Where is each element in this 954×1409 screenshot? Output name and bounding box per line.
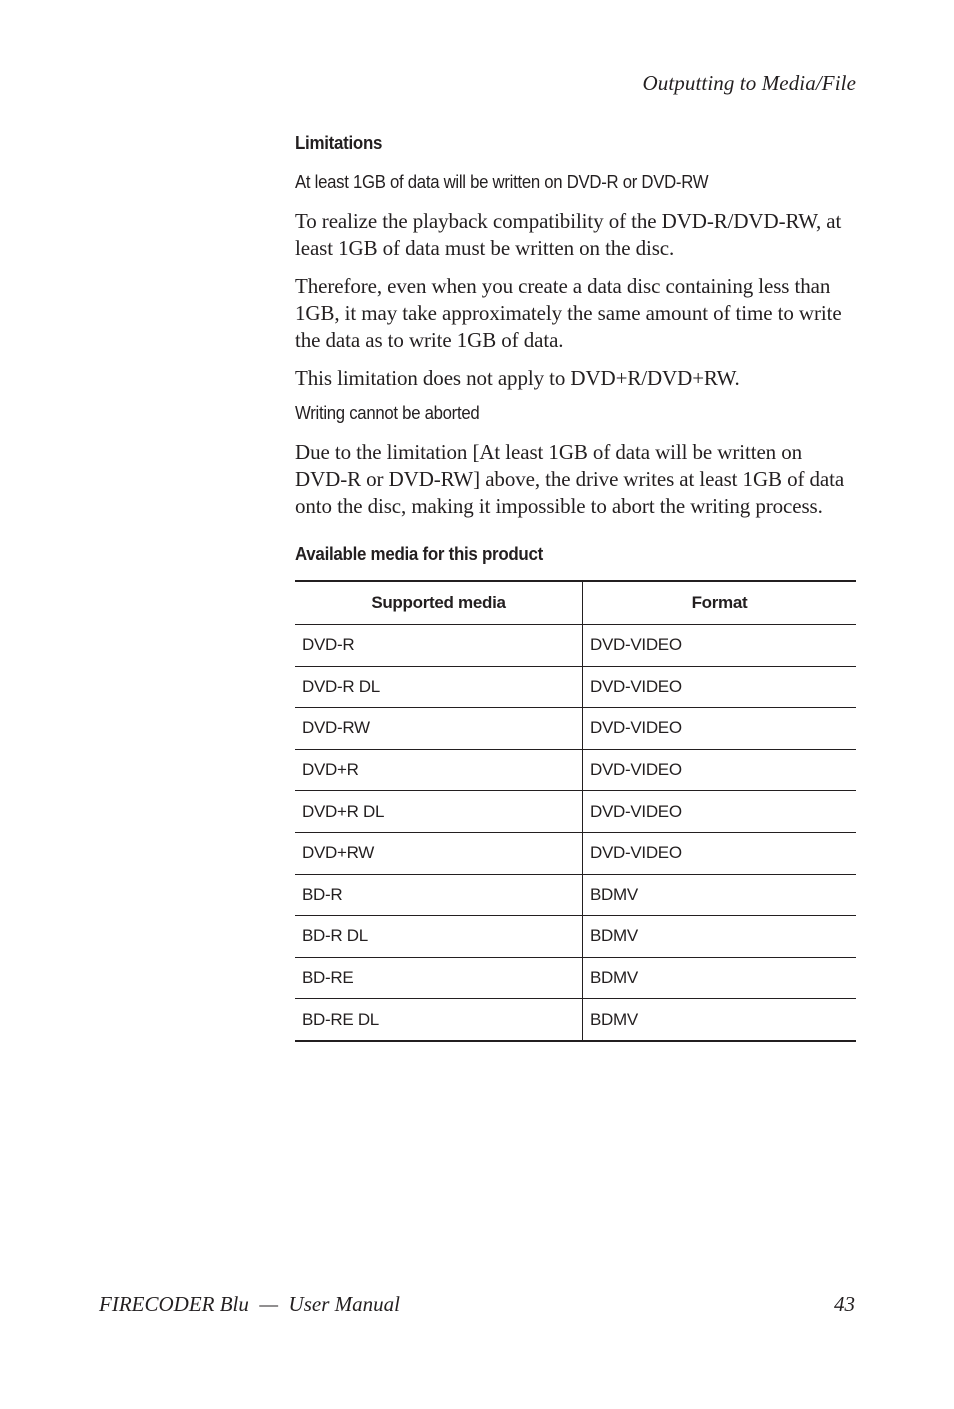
format-cell: BDMV xyxy=(583,916,857,958)
table-row xyxy=(295,957,856,999)
running-head: Outputting to Media/File xyxy=(642,71,856,95)
media-cell: BD-RE DL xyxy=(295,999,583,1041)
table-row xyxy=(295,874,856,916)
table-header-row xyxy=(295,581,856,625)
format-cell: DVD-VIDEO xyxy=(583,666,857,708)
media-cell: DVD-RW xyxy=(295,708,583,750)
media-cell: BD-RE xyxy=(295,957,583,999)
footer-manual-title: FIRECODER Blu — User Manual xyxy=(99,1292,400,1316)
format-cell: DVD-VIDEO xyxy=(583,791,857,833)
media-cell: BD-R DL xyxy=(295,916,583,958)
format-cell: BDMV xyxy=(583,957,857,999)
table-row xyxy=(295,749,856,791)
media-cell: DVD+R DL xyxy=(295,791,583,833)
format-cell: DVD-VIDEO xyxy=(583,708,857,750)
format-cell: DVD-VIDEO xyxy=(583,832,857,874)
table-row xyxy=(295,791,856,833)
paragraph: Therefore, even when you create a data disc containing less than 1GB, it may take approximately the same amount of time to write the data as to write 1GB of data. xyxy=(295,274,842,352)
subsection-heading-abort: Writing cannot be aborted xyxy=(295,403,480,423)
table-row xyxy=(295,708,856,750)
table-row xyxy=(295,916,856,958)
media-cell: DVD+R xyxy=(295,749,583,791)
media-cell: DVD+RW xyxy=(295,832,583,874)
table-row xyxy=(295,666,856,708)
format-cell: BDMV xyxy=(590,1009,638,1029)
footer-page-number: 43 xyxy=(834,1292,855,1316)
column-header-supported-media: Supported media xyxy=(295,581,583,625)
media-table xyxy=(295,580,856,1042)
media-cell: DVD-R xyxy=(295,625,583,667)
subsection-heading-1gb: At least 1GB of data will be written on DVD-R or DVD-RW xyxy=(295,172,709,192)
format-cell: DVD-VIDEO xyxy=(583,625,857,667)
paragraph: To realize the playback compatibility of the DVD-R/DVD-RW, at least 1GB of data must be written on the disc. xyxy=(295,209,842,260)
media-cell: DVD-R DL xyxy=(295,666,583,708)
column-header-format: Format xyxy=(583,581,857,625)
table-row xyxy=(295,625,856,667)
table-row xyxy=(295,832,856,874)
format-cell: BDMV xyxy=(583,874,857,916)
media-table-heading: Available media for this product xyxy=(295,544,543,564)
paragraph: Due to the limitation [At least 1GB of data will be written on DVD-R or DVD-RW] above, the drive writes at least 1GB of data onto the disc, making it impossible to abort the writing process. xyxy=(295,440,845,518)
page-content xyxy=(295,133,857,1042)
paragraph: This limitation does not apply to DVD+R/DVD+RW. xyxy=(295,366,740,390)
table-row xyxy=(295,999,856,1041)
section-title: Limitations xyxy=(295,133,383,153)
format-cell: DVD-VIDEO xyxy=(583,749,857,791)
media-cell: BD-R xyxy=(295,874,583,916)
